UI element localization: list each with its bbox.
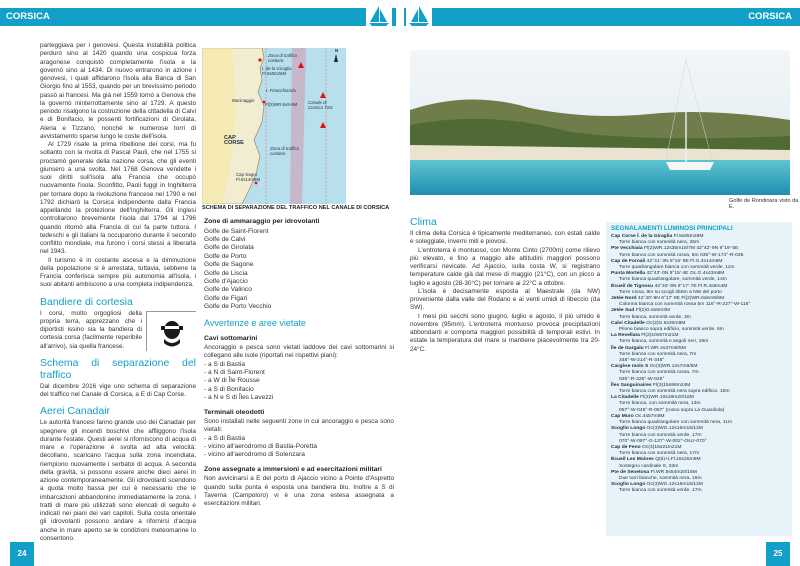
clima-paragraph-4: I mesi più secchi sono giugno, luglio e agosto, il più umido è novembre (95mm). L'entroterra montuoso provoca precipitazioni abbondanti e comporta maggiori possibilità di temporali estivi. In estate la temperatura del mare si mantiene piacevolmente tra 20-24°C.	[410, 312, 600, 353]
light-characteristics: 42°43'·0N 9°15'·4E Oc.G.4s43m8M	[646, 271, 725, 277]
north-arrow-label: N	[335, 48, 339, 53]
ammaraggio-item: Golfe de Porto Vecchio	[204, 303, 272, 311]
light-name: Cargèse molo S	[611, 364, 649, 370]
light-characteristics: Fl(2)WR.12s35m18/7M 42°42'·9N 9°19'·5E	[643, 246, 739, 252]
bay-photo	[410, 50, 790, 195]
light-name: Cap de Feno	[611, 444, 641, 450]
light-name: Scoglio Longo	[611, 426, 646, 432]
light-characteristics: Fl(2)10s97m21M	[641, 333, 679, 339]
light-characteristics: Torre quadrangolare bianca con sommità verde, 11m	[619, 265, 735, 271]
ammaraggio-item: Golfe de Figari	[204, 294, 248, 302]
light-characteristics: Fl.WR.5s54m20/16M	[650, 469, 697, 475]
oleodotti-item: - vicino all'aerodromo di Bastia-Poretta	[204, 443, 318, 450]
light-characteristics: Oc(2)G.6s30m8M	[646, 320, 686, 326]
running-header-left	[0, 8, 396, 26]
map-label-finocchiarola: I. Finocchiarola	[266, 88, 296, 93]
light-name: Écueil Les Moines	[611, 457, 654, 463]
aerei-paragraph: Le autorità francesi fanno grande uso dei Canadair per spegnere gli incendi boschivi che affliggono l'isola durante l'estate. Questi aerei si riforniscono di acqua di mare e l'operazione è svolta ad alta velocità: decollano, scaricano l'acqua sulla zona incendiata, riempiono nuovamente i serbatoi di acqua. A seconda della gravità, si possono essere anche dieci aerei in azione contemporaneamente. Gli idrovolanti scendono a quota molto bassa per cui è necessario che le imbarcazioni abbandonino immediatamente la zona. I tratti di mare più utilizzati sono elencati di seguito e indicati nei piani dei vari capitoli. Sulla costa orientale gli idrovolanti possono andare a rifornirsi d'acqua anche in mare aperto se le condizioni meteomarine lo consentono.	[40, 419, 196, 542]
light-characteristics: Due torri bianche, sommità nera, 16m	[619, 475, 702, 481]
light-row	[611, 488, 787, 494]
light-characteristics: Fl(2)G.6s6m3M	[635, 308, 670, 314]
clima-paragraph-3: L'isola è decisamente esposta al Maestrale (da NW) proveniente dalla valle del Rodano e ai venti umidi di libeccio (da SW).	[410, 287, 600, 312]
light-characteristics: Oc(3)WG.12s16m15/12M	[646, 482, 703, 488]
running-header-right	[404, 8, 800, 26]
cavi-paragraph: Ancoraggio e pesca sono vietati laddove dei cavi sottomarini si collegano alle isole (riportati nei rispettivi piani):	[204, 344, 394, 360]
map-label-giraglia: I. de la Giraglia Fl.5s8m28M	[262, 66, 292, 76]
light-characteristics: Fl.5s85m28M	[673, 234, 704, 239]
heading-aerei: Aerei Canadair	[40, 405, 111, 418]
ammaraggio-item: Golfe d'Ajaccio	[204, 277, 248, 285]
cavi-item: - a S di Bastia	[204, 360, 246, 368]
light-characteristics: Q(6)+LFl.15s26m9M	[655, 457, 701, 463]
map-label-sagro: Cap Sagro Fl.6s14m9M	[236, 172, 261, 182]
light-name: Cap de Fornali	[611, 258, 646, 264]
light-characteristics: Oc.4s57m8M	[635, 413, 665, 419]
light-name: Cap Muro	[611, 413, 634, 419]
light-characteristics: Torre bianca, sommità verde, 3m	[619, 314, 691, 320]
header-title-left: CORSICA	[6, 11, 50, 22]
light-characteristics: 348°-W-214°-R-348°	[619, 358, 665, 364]
map-caption: SCHEMA DI SEPARAZIONE DEL TRAFFICO NEL CANALE DI CORSICA	[202, 205, 390, 211]
light-characteristics: 057°-W-045°-R-057° (rosso sopra La Guardiola)	[619, 407, 725, 413]
sailboat-icon-right	[406, 4, 432, 28]
light-characteristics: Torre bianca con sommità rossa, 7m	[619, 370, 699, 376]
light-characteristics: 42°40'·9N 9°17'·7E Fl.R.4s6m4M	[654, 283, 728, 289]
ammaraggio-item: Golfe de Saint-Florent	[204, 227, 269, 235]
ammaraggio-item: Golfe de Sagone	[204, 261, 254, 269]
light-name: Scoglio Longo	[611, 482, 646, 488]
light-characteristics: Torre bianca con sommità verde, 17m	[619, 488, 702, 494]
oleodotti-paragraph: Sono installati nelle seguenti zone in cui ancoraggio e pesca sono vietati:	[204, 418, 394, 434]
lights-list	[611, 234, 787, 495]
light-name: Jetée Nord	[611, 296, 637, 302]
heading-oleodotti: Terminali oleodotti	[204, 408, 265, 416]
map-label-zone-top: Zona di traffico costiero	[268, 53, 298, 63]
light-characteristics: Fl(2)WR.10s19m20/16M	[640, 395, 694, 401]
clima-paragraph-1: Il clima della Corsica è tipicamente mediterraneo, con estati calde e soleggiate, inverni miti e piovosi.	[410, 230, 600, 246]
history-paragraph-3: Il turismo è in costante ascesa e la diminuzione della popolazione si è arrestata, tuttavia, sebbene la Francia conferisca sempre più autonomia all'isola, i suoi abitanti ambiscono a una completa indipendenza.	[40, 256, 196, 289]
cavi-item: - a N e S di Îles Lavezzi	[204, 394, 274, 402]
map-label-canale: Canale di Corsica TSS	[308, 100, 333, 110]
light-characteristics: 025°-R-325°-W-025°	[619, 376, 665, 382]
oleodotti-item: - a S di Bastia	[204, 434, 246, 442]
map-label-zone-bottom: Zona di traffico costiero	[270, 146, 300, 156]
light-name: Écueil de Tignosu	[611, 283, 654, 289]
heading-schema: Schema di separazione del traffico	[40, 356, 196, 381]
light-characteristics: Torre bianca quadrangolare con sommità nera, 11m	[619, 420, 732, 426]
bandiere-block	[40, 310, 196, 351]
light-characteristics: Torre bianca, con sommità nera, 13m	[619, 401, 701, 407]
oleodotti-list	[204, 435, 394, 460]
light-name: La Citadelle	[611, 395, 639, 401]
light-characteristics: Torre bianca con sommità nera sopra edificio, 18m	[619, 389, 730, 395]
light-characteristics: Fl.WR.4s37m8/5M	[645, 345, 686, 351]
lights-box-title: SEGNALAMENTI LUMINOSI PRINCIPALI	[611, 225, 733, 232]
light-name: Pte de Senetosa	[611, 469, 650, 475]
light-characteristics: Oc(4)15s21m21M	[642, 444, 682, 450]
ammaraggio-list	[204, 228, 394, 312]
bandiere-paragraph: I corsi, molto orgogliosi della propria terra, apprezzano che i diportisti issino sia la bandiera di cortesia corsa (facilmente reperibile all'arrivo), sia quella francese.	[40, 309, 142, 350]
light-characteristics: Torre bianca con sommità nera, 17m	[619, 451, 700, 457]
immersioni-paragraph: Non avvicinarsi a E del porto di Ajaccio vicino a Pointe d'Aspretto quando sulla punta è esposta una bandiera blu. Inoltre a S di Taverna (Campoloro) vi è una zona estesa assegnata a esercitazioni militari.	[204, 475, 394, 508]
oleodotti-item: - vicino all'aerodromo di Solenzara	[204, 451, 305, 459]
light-characteristics: Torre bianca quadrangolare, sommità verde, 14m	[619, 277, 727, 283]
cavi-item: - a N di Saint-Florent	[204, 368, 265, 376]
light-name: Îles Sanguinaires	[611, 382, 652, 388]
ammaraggio-item: Golfe de Girolata	[204, 244, 254, 252]
light-name: La Revellata	[611, 333, 640, 339]
light-name: Île de Gargalu	[611, 345, 644, 351]
light-characteristics: Torre bianca con sommità nera, 7m	[619, 351, 697, 357]
light-characteristics: 070°-W-097°-G-137°-W-002°-Oscr-070°	[619, 438, 707, 444]
light-characteristics: 42°41'·3N 9°16'·9E Fl.G.4s14m6M	[646, 258, 723, 264]
light-characteristics: Colonna bianca con sommità rossa 5m 116°-R-227°-W-116°	[619, 302, 751, 308]
light-characteristics: Oc(3)WG.12s16m15/12M	[646, 426, 703, 432]
right-column	[410, 216, 600, 354]
light-characteristics: Torre bianca con sommità nera, 26m	[619, 240, 700, 246]
tss-map	[202, 48, 346, 204]
sailboat-icon-left	[366, 4, 392, 28]
light-name: Punta Mortella	[611, 271, 646, 277]
map-label-macinaggio-light: Fl(2)WR.6s9-8M	[265, 102, 298, 107]
history-paragraph-2: Al 1729 risale la prima ribellione dei corsi, ma fu soltanto con la rivolta di Pascal Pauli, che nel 1755 si proclamò generale della nazione corsa, che gli eventi giunsero a una svolta. Nel 1768 Genova vendette i suoi diritti sull'isola alla Francia che occupò nuovamente l'isola. Sconfitto, Paoli fuggì in Inghilterra per tornare dopo la rivoluzione francese nel 1790 e nel 1792 dichiarò la Corsica indipendente dalla Francia appellando la protezione dell'Inghilterra. Gli inglesi controllarono brevemente l'isola dal 1794 al 1796 quando ritornò alla Francia di cui fa parte tuttora. I tedeschi e gli italiani la occuparono durante il secondo conflitto mondiale, ma furono i corsi stessi a liberarla nel 1943.	[40, 141, 196, 256]
light-name: Pte Vecchiaia	[611, 246, 643, 252]
schema-paragraph: Dal dicembre 2016 vige uno schema di separazione del traffico nel Canale di Corsica, a E di Cap Corse.	[40, 382, 196, 398]
heading-immersioni: Zone assegnate a immersioni e ad esercitazioni militari	[204, 465, 382, 473]
heading-bandiere: Bandiere di cortesia	[40, 295, 133, 308]
heading-clima: Clima	[410, 216, 437, 228]
light-characteristics: Fl(3)15s98m24M	[653, 382, 691, 388]
ammaraggio-item: Golfe de Valinco	[204, 286, 252, 294]
corsican-flag-image	[146, 311, 196, 351]
light-name: Cap Corse Î. de la Giraglia	[611, 234, 673, 239]
ammaraggio-item: Golfe de Liscia	[204, 269, 248, 277]
light-characteristics: Sostegno cardinale S, 33m	[619, 463, 679, 469]
ammaraggio-item: Golfe de Calvi	[204, 235, 246, 243]
ammaraggio-item: Golfe de Porto	[204, 252, 247, 260]
cavi-item: - a S di Bonifacio	[204, 385, 254, 393]
heading-ammaraggio: Zone di ammaraggio per idrovolanti	[204, 218, 320, 225]
heading-avvertenze: Avvertenze e aree vietate	[204, 317, 306, 328]
light-characteristics: Torre bianca con sommità verde, 17m	[619, 432, 702, 438]
light-characteristics: Torre bianca con sommità rossa, 5m 035°-W-174°-R-035	[619, 252, 744, 258]
light-characteristics: Pilone bianco sopra edificio, sommità verde, 6m	[619, 327, 724, 333]
light-name: Jetée Sud	[611, 308, 635, 314]
cavi-item: - a W di Île Rousse	[204, 377, 260, 385]
map-label-cap-corse: CAP CORSE	[224, 135, 244, 146]
left-column	[40, 42, 196, 543]
clima-paragraph-2: L'entroterra è montuoso, con Monte Cinto (2700m) come rilievo più elevato, e fino a maggio alle altitudini maggiori possono verificarsi nevicate. Ad Ajaccio, sulla costa W, si registrano temperature calde già dal mese di maggio (21°C), con un picco a luglio e agosto (28-30°C) per tornare ai 22°C a ottobre.	[410, 246, 600, 287]
heading-cavi: Cavi sottomarini	[204, 334, 258, 342]
middle-column	[204, 218, 394, 508]
page-number-right: 25	[766, 542, 790, 566]
light-name: Calvi Citadelle	[611, 320, 645, 326]
lights-box	[606, 222, 792, 536]
page-number-left: 24	[10, 542, 34, 566]
header-title-right: CORSICA	[748, 11, 792, 22]
light-characteristics: Torre bianca, sommità e angoli neri, 19m	[619, 339, 709, 345]
cavi-list	[204, 361, 394, 403]
map-label-macinaggio: Macinaggio	[232, 98, 255, 103]
light-characteristics: Torre rossa, 8m su scogli 350m a NW del porto	[619, 289, 722, 295]
light-characteristics: 42°40'·8N 9°17'·9E Fl(2)WR.6s6m9/6M	[637, 296, 725, 302]
history-paragraph-1: parteggiava per i genovesi. Questa instabilità politica perdurò sino al 1420 quando una cospicua forza aragonese conquistò completamente l'isola e la governò sino al 1434. Di nuovo entrarono in azione i genovesi, i quali affidarono l'isola alla Banca di San Giorgio fino al 1553, quando per un brevissimo periodo passò ai francesi. Ma già nel 1559 tornò a Genova che la governò ininterrottamente sino al 1729. A questo periodo risalgono la costruzione della cittadella di Calvi e di Bonifacio, le possenti fortificazioni di Girolata, Aleria e Tizzano, nonché le numerose torri di avvistamento sparse lungo le coste dell'isola.	[40, 42, 196, 140]
light-characteristics: Oc(3)WR.12s7m9/6M	[649, 364, 698, 370]
photo-caption: Golfe de Rondinara visto da E.	[729, 198, 799, 210]
